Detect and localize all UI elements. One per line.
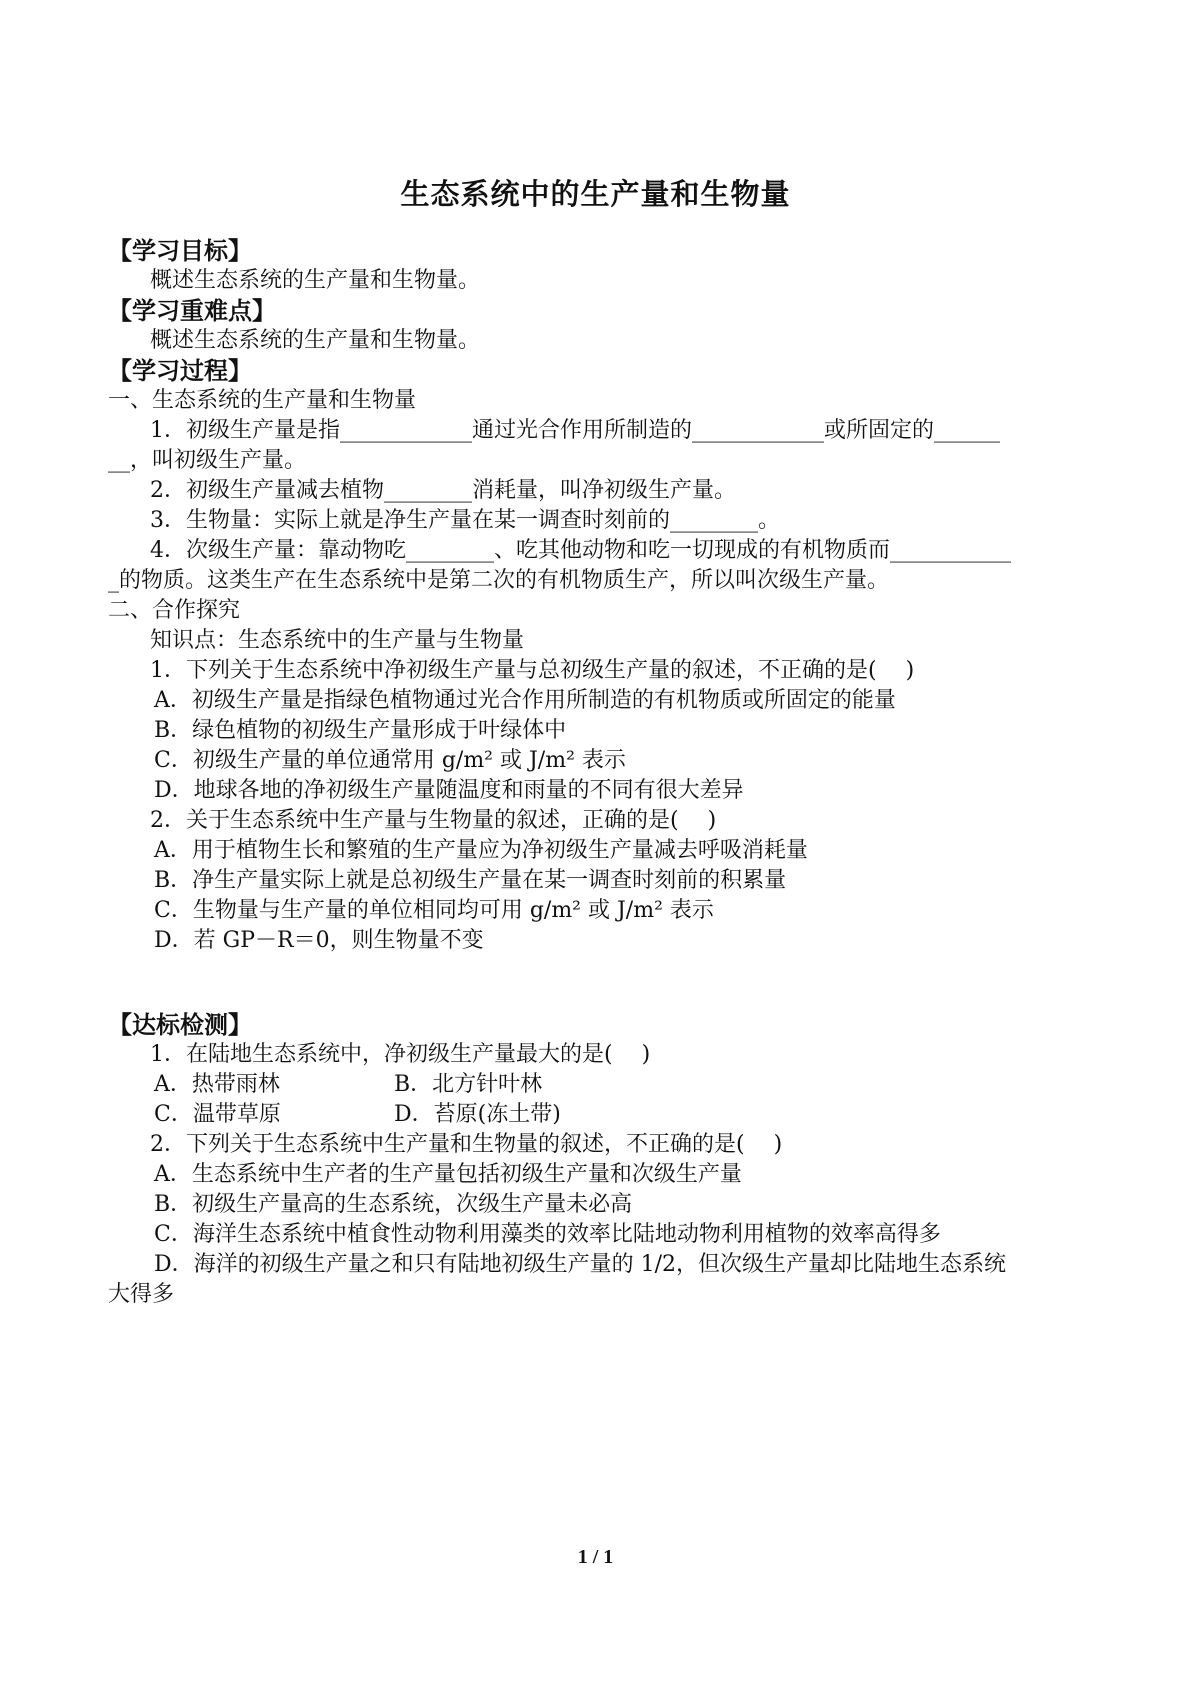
question-2-option-c: C．生物量与生产量的单位相同均可用 g/m² 或 J/m² 表示 <box>154 898 714 923</box>
test-question-2-option-a: A．生态系统中生产者的生产量包括初级生产量和次级生产量 <box>154 1162 742 1187</box>
test-question-1-option-c: C．温带草原 <box>154 1102 281 1127</box>
test-question-1-option-a: A．热带雨林 <box>154 1072 280 1097</box>
part1-heading: 一、生态系统的生产量和生物量 <box>108 388 417 413</box>
knowledge-point: 知识点：生态系统中的生产量与生物量 <box>150 628 525 653</box>
fill-item-4: 4．次级生产量：靠动物吃________、吃其他动物和吃一切现成的有机物质而___________ <box>150 538 1011 563</box>
test-question-2-option-c: C．海洋生态系统中植食性动物利用藻类的效率比陆地动物利用植物的效率高得多 <box>154 1222 941 1247</box>
test-question-1-row-2 <box>154 1100 1144 1130</box>
question-1-option-b: B．绿色植物的初级生产量形成于叶绿体中 <box>154 718 567 743</box>
fill-item-2: 2．初级生产量减去植物________消耗量，叫净初级生产量。 <box>150 478 736 503</box>
key-heading: 【学习重难点】 <box>108 297 276 325</box>
question-1-option-c: C．初级生产量的单位通常用 g/m² 或 J/m² 表示 <box>154 748 626 773</box>
test-question-1-option-d: D．苔原(冻土带) <box>394 1102 561 1127</box>
question-2-option-b: B．净生产量实际上就是总初级生产量在某一调查时刻前的积累量 <box>154 868 787 893</box>
test-question-2-option-d-cont: 大得多 <box>108 1282 175 1307</box>
fill-item-4-cont: _的物质。这类生产在生态系统中是第二次的有机物质生产，所以叫次级生产量。 <box>108 568 890 593</box>
question-2-option-a: A．用于植物生长和繁殖的生产量应为净初级生产量减去呼吸消耗量 <box>154 838 808 863</box>
page-title: 生态系统中的生产量和生物量 <box>400 177 791 211</box>
question-1-option-d: D．地球各地的净初级生产量随温度和雨量的不同有很大差异 <box>154 778 744 803</box>
question-2: 2．关于生态系统中生产量与生物量的叙述，正确的是( ) <box>150 808 717 833</box>
process-heading: 【学习过程】 <box>108 357 252 385</box>
test-question-2-option-b: B．初级生产量高的生态系统，次级生产量未必高 <box>154 1192 633 1217</box>
test-question-1: 1．在陆地生态系统中，净初级生产量最大的是( ) <box>150 1042 651 1067</box>
part2-heading: 二、合作探究 <box>108 598 241 623</box>
test-question-2: 2．下列关于生态系统中生产量和生物量的叙述，不正确的是( ) <box>150 1132 783 1157</box>
question-1-option-a: A．初级生产量是指绿色植物通过光合作用所制造的有机物质或所固定的能量 <box>154 688 896 713</box>
test-question-1-row-1 <box>154 1070 1144 1100</box>
fill-item-3: 3．生物量：实际上就是净生产量在某一调查时刻前的________。 <box>150 508 780 533</box>
page-number: 1 / 1 <box>577 1546 614 1568</box>
goal-heading: 【学习目标】 <box>108 237 252 265</box>
goal-text: 概述生态系统的生产量和生物量。 <box>150 268 481 293</box>
test-question-1-option-b: B．北方针叶林 <box>394 1072 543 1097</box>
test-heading: 【达标检测】 <box>108 1011 252 1039</box>
fill-item-1: 1．初级生产量是指____________通过光合作用所制造的____________或所固定的______ <box>150 418 1000 443</box>
key-text: 概述生态系统的生产量和生物量。 <box>150 328 481 353</box>
question-2-option-d: D．若 GP－R＝0，则生物量不变 <box>154 928 484 953</box>
question-1: 1．下列关于生态系统中净初级生产量与总初级生产量的叙述，不正确的是( ) <box>150 658 915 683</box>
test-question-2-option-d: D．海洋的初级生产量之和只有陆地初级生产量的 1/2，但次级生产量却比陆地生态系统 <box>154 1252 1007 1277</box>
fill-item-1-cont: __，叫初级生产量。 <box>108 448 307 473</box>
